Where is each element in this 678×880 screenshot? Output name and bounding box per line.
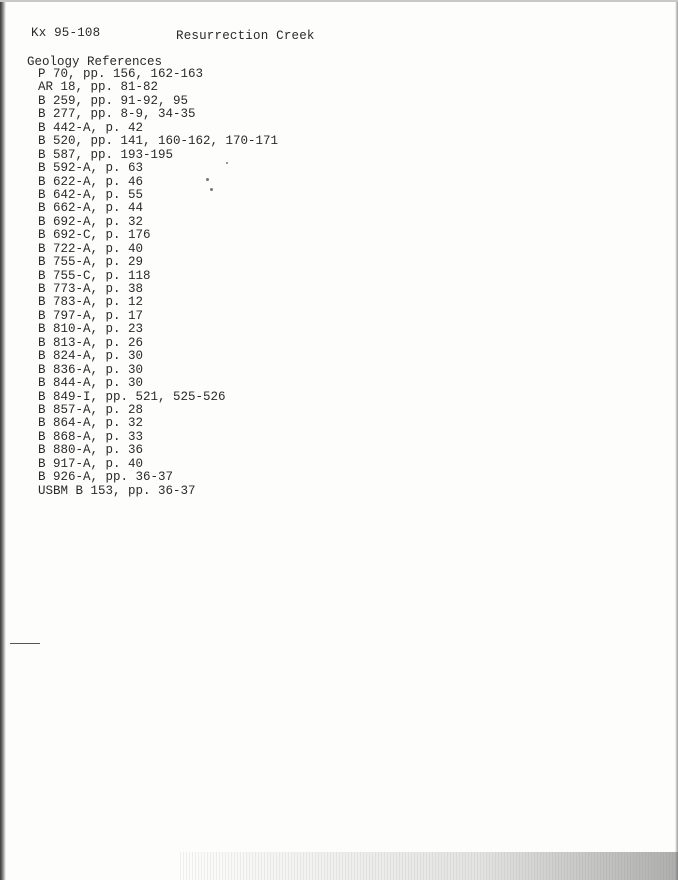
- reference-entry: USBM B 153, pp. 36-37: [38, 483, 196, 498]
- scan-shadow-bottom: [180, 852, 678, 880]
- reference-entry: B 587, pp. 193-195: [38, 147, 174, 162]
- reference-entry: B 442-A, p. 42: [38, 120, 144, 135]
- reference-entry: B 797-A, p. 17: [38, 308, 144, 323]
- reference-entry: B 755-A, p. 29: [38, 255, 144, 270]
- reference-entry: B 622-A, p. 46: [38, 174, 144, 189]
- reference-entry: B 642-A, p. 55: [38, 187, 144, 202]
- scan-edge-left: [0, 0, 6, 880]
- reference-entry: B 813-A, p. 26: [38, 335, 144, 350]
- reference-entry: B 880-A, p. 36: [38, 443, 144, 458]
- reference-entry: AR 18, pp. 81-82: [38, 80, 159, 95]
- reference-entry: B 857-A, p. 28: [38, 402, 144, 417]
- scan-edge-top: [0, 0, 678, 2]
- reference-entry: B 849-I, pp. 521, 525-526: [38, 389, 226, 404]
- reference-entry: P 70, pp. 156, 162-163: [38, 67, 204, 81]
- reference-entry: B 917-A, p. 40: [38, 456, 144, 471]
- reference-list: [38, 68, 278, 498]
- reference-entry: B 277, pp. 8-9, 34-35: [38, 107, 196, 122]
- reference-entry: B 520, pp. 141, 160-162, 170-171: [38, 134, 279, 149]
- reference-entry: B 864-A, p. 32: [38, 416, 144, 431]
- reference-entry: B 783-A, p. 12: [38, 295, 144, 310]
- reference-entry: B 592-A, p. 63: [38, 161, 144, 176]
- margin-dash: [10, 643, 40, 644]
- reference-entry: B 868-A, p. 33: [38, 429, 144, 444]
- reference-entry: B 259, pp. 91-92, 95: [38, 93, 189, 108]
- reference-entry: B 755-C, p. 118: [38, 268, 151, 283]
- section-heading: Geology References: [27, 55, 163, 69]
- reference-entry: B 692-C, p. 176: [38, 228, 151, 243]
- file-number: Kx 95-108: [31, 26, 101, 40]
- reference-entry: B 824-A, p. 30: [38, 349, 144, 364]
- reference-entry: B 926-A, pp. 36-37: [38, 470, 174, 485]
- reference-entry: B 722-A, p. 40: [38, 241, 144, 256]
- reference-entry: B 662-A, p. 44: [38, 201, 144, 216]
- location-name: Resurrection Creek: [176, 29, 315, 43]
- card-header: [31, 26, 651, 46]
- reference-entry: B 773-A, p. 38: [38, 282, 144, 296]
- reference-entry: B 836-A, p. 30: [38, 362, 144, 377]
- reference-entry: B 692-A, p. 32: [38, 214, 144, 229]
- reference-entry: B 844-A, p. 30: [38, 376, 144, 391]
- reference-entry: B 810-A, p. 23: [38, 322, 144, 337]
